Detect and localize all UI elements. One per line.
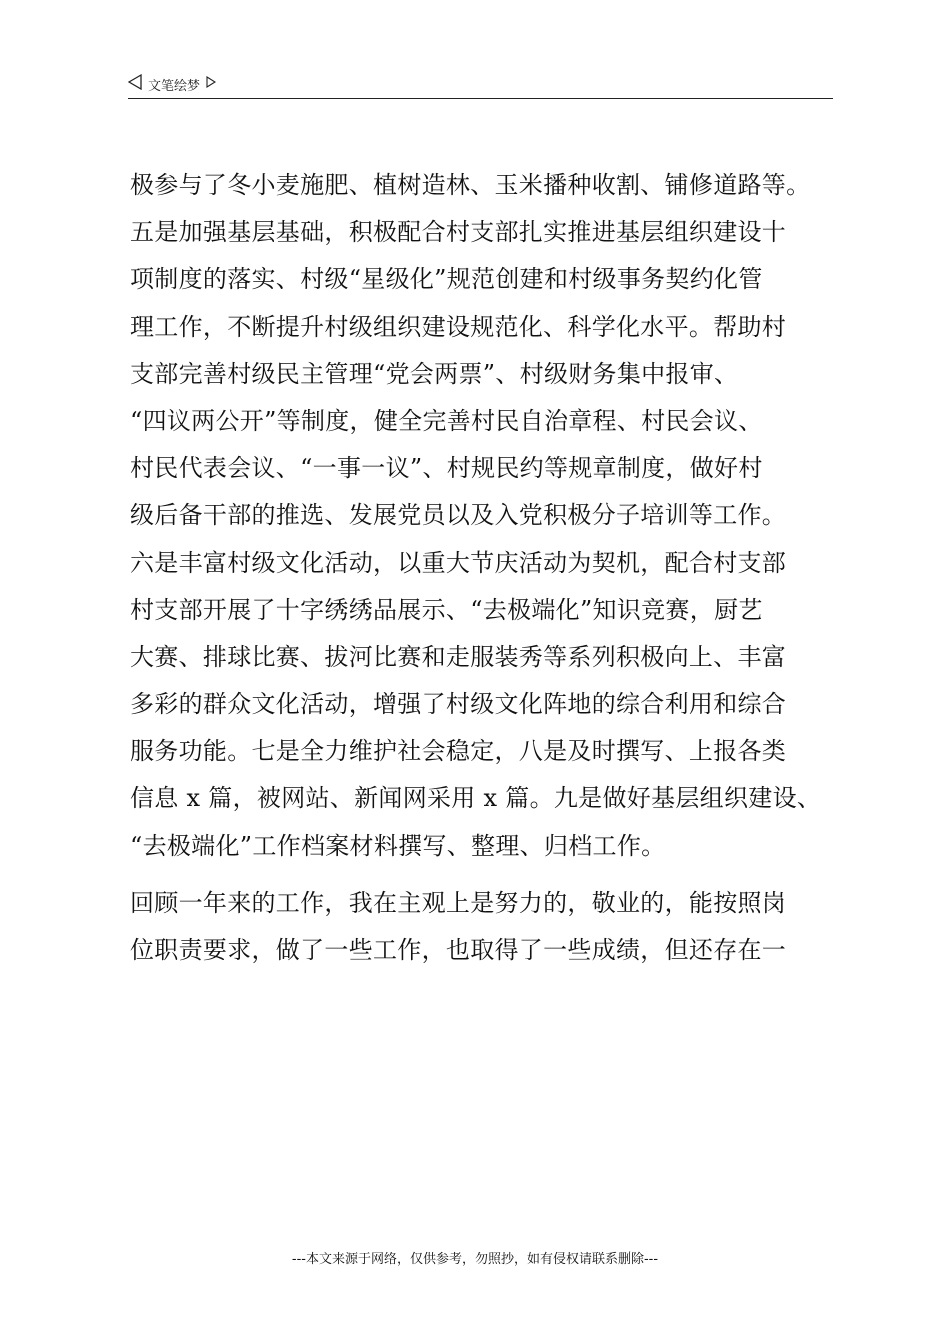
triangle-right-icon bbox=[206, 76, 216, 92]
text-line: 支部完善村级民主管理“党会两票”、村级财务集中报审、 bbox=[130, 359, 739, 388]
text-line: 村支部开展了十字绣绣品展示、“去极端化”知识竞赛，厨艺 bbox=[130, 595, 763, 624]
text-line: 五是加强基层基础，积极配合村支部扎实推进基层组织建设十 bbox=[130, 218, 787, 247]
text-line: 多彩的群众文化活动，增强了村级文化阵地的综合利用和综合 bbox=[130, 690, 787, 719]
text-line: 大赛、排球比赛、拔河比赛和走服装秀等系列积极向上、丰富 bbox=[130, 642, 787, 671]
document-body bbox=[130, 162, 836, 974]
text-line: 村民代表会议、“一事一议”、村规民约等规章制度，做好村 bbox=[130, 454, 763, 483]
text-line: 级后备干部的推选、发展党员以及入党积极分子培训等工作。 bbox=[130, 501, 787, 530]
text-line: “四议两公开”等制度，健全完善村民自治章程、村民会议、 bbox=[130, 406, 763, 435]
page-footer: ---本文来源于网络，仅供参考，勿照抄，如有侵权请联系删除--- bbox=[291, 1252, 659, 1267]
text-line: 位职责要求，做了一些工作，也取得了一些成绩，但还存在一 bbox=[130, 936, 787, 964]
text-line: 信息 x 篇，被网站、新闻网采用 x 篇。九是做好基层组织建设、 bbox=[130, 784, 822, 813]
text-line: 服务功能。七是全力维护社会稳定，八是及时撰写、上报各类 bbox=[130, 737, 787, 766]
header-title: 文笔绘梦 bbox=[148, 78, 201, 94]
paragraph-spacer bbox=[130, 870, 836, 880]
page-header bbox=[128, 74, 833, 99]
text-line: 回顾一年来的工作，我在主观上是努力的，敬业的，能按照岗 bbox=[130, 888, 787, 917]
header-brand bbox=[128, 74, 216, 94]
text-line: 六是丰富村级文化活动，以重大节庆活动为契机，配合村支部 bbox=[130, 548, 787, 577]
text-line: 项制度的落实、村级“星级化”规范创建和村级事务契约化管 bbox=[130, 265, 763, 294]
text-line: 极参与了冬小麦施肥、植树造林、玉米播种收割、铺修道路等。 bbox=[130, 171, 811, 199]
triangle-left-icon bbox=[128, 74, 142, 94]
paragraph bbox=[130, 162, 836, 870]
text-line: “去极端化”工作档案材料撰写、整理、归档工作。 bbox=[130, 831, 666, 860]
text-line: 理工作，不断提升村级组织建设规范化、科学化水平。帮助村 bbox=[130, 312, 787, 341]
paragraph bbox=[130, 880, 836, 974]
